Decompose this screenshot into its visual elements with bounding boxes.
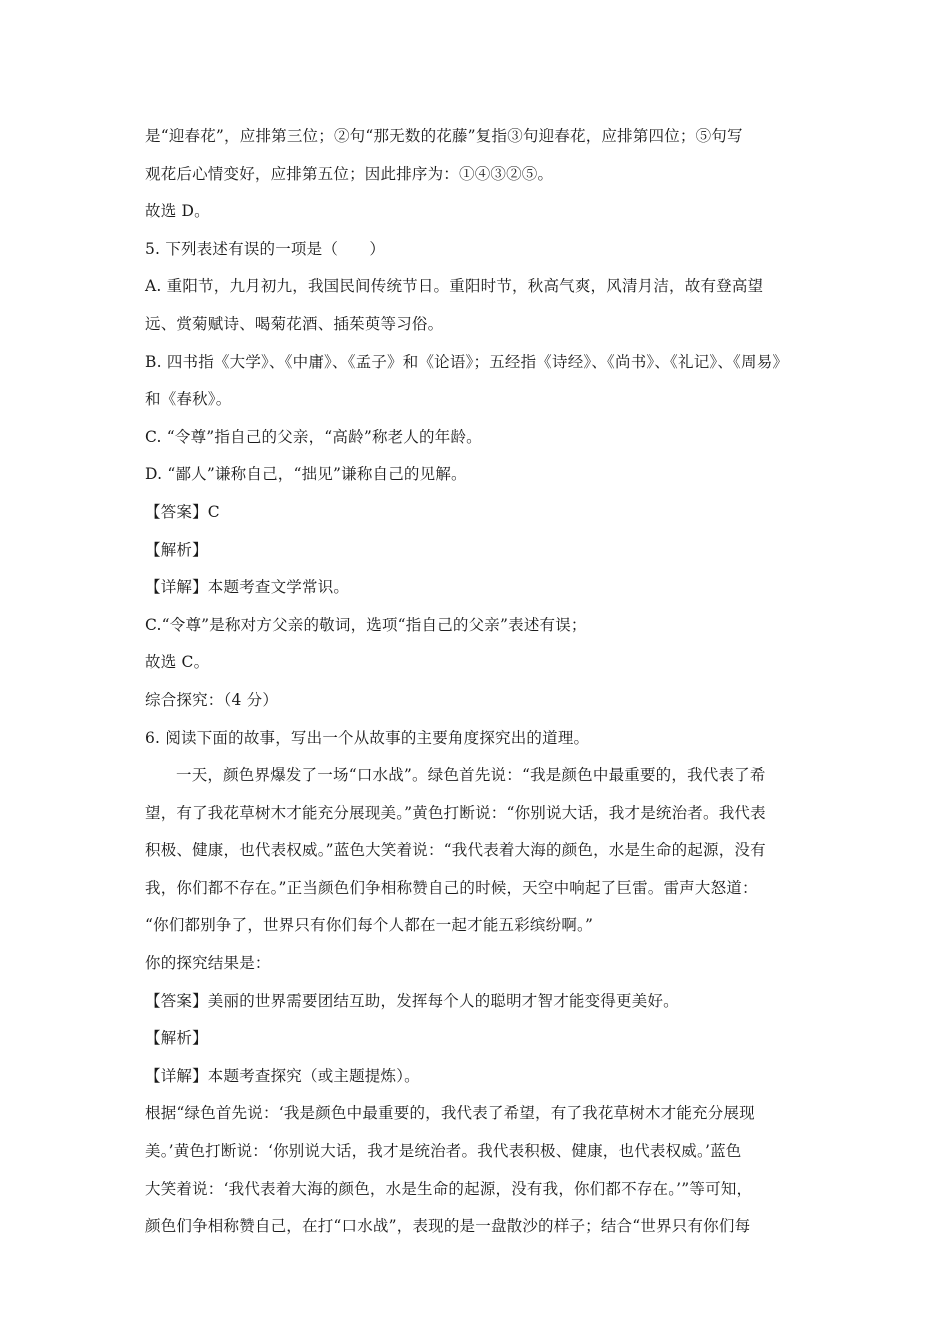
prompt-line: 你的探究结果是：: [145, 954, 271, 973]
text-line: 是“迎春花”，应排第三位；②句“那无数的花藤”复指③句迎春花，应排第四位；⑤句写: [145, 127, 743, 145]
story-line: 望，有了我花草树木才能充分展现美。”黄色打断说：“你别说大话，我才是统治者。我代表: [145, 803, 766, 822]
story-line: 我，你们都不存在。”正当颜色们争相称赞自己的时候，天空中响起了巨雷。雷声大怒道：: [145, 878, 758, 897]
question-6-stem: 6. 阅读下面的故事，写出一个从故事的主要角度探究出的道理。: [145, 728, 590, 747]
detail-5: 【详解】本题考查文学常识。: [145, 578, 350, 597]
text-line: C.“令尊”是称对方父亲的敬词，选项“指自己的父亲”表述有误；: [145, 615, 587, 634]
story-line: 积极、健康，也代表权威。”蓝色大笑着说：“我代表着大海的颜色，水是生命的起源，没有: [145, 841, 766, 860]
text-line: 颜色们争相称赞自己，在打“口水战”，表现的是一盘散沙的样子；结合“世界只有你们每: [145, 1217, 751, 1236]
story-line: “你们都别争了，世界只有你们每个人都在一起才能五彩缤纷啊。”: [145, 916, 594, 935]
option-a-cont: 远、赏菊赋诗、喝菊花酒、插茱萸等习俗。: [145, 314, 444, 333]
answer-6: 【答案】美丽的世界需要团结互助，发挥每个人的聪明才智才能变得更美好。: [145, 991, 679, 1010]
analysis-heading: 【解析】: [145, 1029, 208, 1048]
analysis-heading: 【解析】: [145, 540, 208, 559]
story-paragraph: 一天，颜色界爆发了一场“口水战”。绿色首先说：“我是颜色中最重要的，我代表了希: [176, 766, 766, 785]
question-5-stem: 5. 下列表述有误的一项是（ ）: [145, 239, 386, 258]
answer-5: 【答案】C: [145, 502, 220, 521]
section-heading: 综合探究：（4 分）: [145, 690, 279, 709]
text-line: 根据“绿色首先说：‘我是颜色中最重要的，我代表了希望，有了我花草树木才能充分展现: [145, 1104, 755, 1123]
option-d: D. “鄙人”谦称自己，“拙见”谦称自己的见解。: [145, 465, 467, 484]
option-c: C. “令尊”指自己的父亲，“高龄”称老人的年龄。: [145, 427, 482, 446]
detail-6: 【详解】本题考查探究（或主题提炼）。: [145, 1066, 420, 1085]
text-line: 观花后心情变好，应排第五位；因此排序为：①④③②⑤。: [145, 164, 554, 183]
text-line: 美。’黄色打断说：‘你别说大话，我才是统治者。我代表积极、健康，也代表权威。’蓝色: [145, 1142, 742, 1161]
option-b-cont: 和《春秋》。: [145, 390, 232, 409]
document-body: [145, 118, 810, 1246]
option-b: B. 四书指《大学》、《中庸》、《孟子》和《论语》；五经指《诗经》、《尚书》、《礼记》、《周易》: [145, 352, 789, 371]
option-a: A. 重阳节，九月初九，我国民间传统节日。重阳时节，秋高气爽，风清月洁，故有登高望: [145, 277, 764, 296]
text-line: 故选 C。: [145, 653, 210, 672]
text-line: 故选 D。: [145, 202, 210, 221]
text-line: 大笑着说：‘我代表着大海的颜色，水是生命的起源，没有我，你们都不存在。’”等可知，: [145, 1179, 753, 1198]
